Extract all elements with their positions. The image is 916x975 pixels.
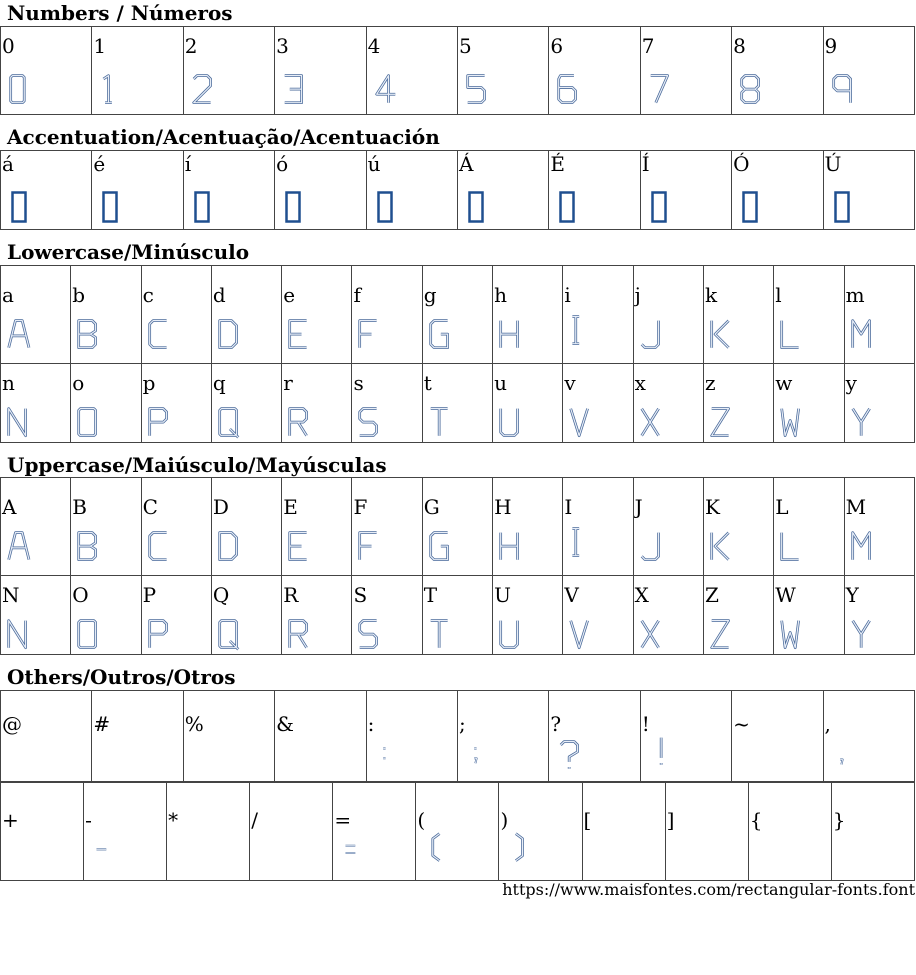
glyph-cell — [422, 266, 492, 364]
glyph-preview-icon — [649, 73, 671, 107]
glyph-cell — [493, 478, 563, 576]
glyph-preview-icon — [710, 530, 732, 564]
glyph-cell — [211, 266, 281, 364]
glyph-label: S — [353, 583, 368, 607]
glyph-preview-icon — [77, 618, 99, 652]
glyph-label: ~ — [733, 712, 750, 736]
glyph-cell — [141, 364, 211, 443]
glyph-cell — [774, 266, 844, 364]
glyph-cell — [633, 478, 703, 576]
glyph-label: T — [423, 583, 438, 607]
uppercase-grid — [0, 477, 915, 655]
glyph-cell — [275, 151, 366, 230]
glyph-preview-icon — [288, 406, 310, 440]
glyph-preview-icon — [468, 739, 484, 769]
glyph-preview-icon — [9, 73, 31, 107]
glyph-cell — [703, 576, 773, 655]
glyph-cell — [183, 151, 274, 230]
glyph-cell — [167, 783, 250, 881]
glyph-preview-icon — [288, 530, 310, 564]
glyph-label: } — [832, 808, 846, 832]
glyph-label: Q — [212, 583, 230, 607]
glyph-preview-icon — [499, 618, 521, 652]
glyph-label: 6 — [550, 34, 564, 58]
section-title-numbers: Numbers / Números — [7, 1, 233, 25]
glyph-cell — [71, 364, 141, 443]
glyph-label: Á — [458, 152, 474, 176]
glyph-preview-icon — [640, 318, 662, 352]
glyph-cell — [563, 364, 633, 443]
glyph-label: / — [251, 808, 258, 832]
glyph-label: 2 — [184, 34, 198, 58]
glyph-cell — [774, 478, 844, 576]
glyph-preview-icon — [429, 618, 451, 652]
glyph-cell — [563, 478, 633, 576]
glyph-preview-icon — [429, 318, 451, 352]
accents-grid — [0, 150, 915, 230]
glyph-preview-icon — [740, 73, 762, 107]
glyph-cell — [333, 783, 416, 881]
glyph-cell — [275, 27, 366, 115]
glyph-label: t — [423, 371, 432, 395]
glyph-cell — [183, 27, 274, 115]
glyph-cell — [141, 266, 211, 364]
glyph-cell — [703, 364, 773, 443]
glyph-preview-icon — [834, 191, 850, 223]
glyph-preview-icon — [148, 318, 170, 352]
glyph-label: V — [564, 583, 579, 607]
glyph-label: U — [494, 583, 511, 607]
glyph-cell — [92, 27, 183, 115]
glyph-preview-icon — [851, 530, 873, 564]
section-title-others: Others/Outros/Otros — [7, 665, 236, 689]
glyph-label: k — [704, 283, 718, 307]
glyph-label: F — [353, 495, 368, 519]
glyph-cell — [211, 364, 281, 443]
glyph-preview-icon — [377, 739, 393, 769]
glyph-cell — [92, 151, 183, 230]
glyph-preview-icon — [509, 825, 531, 871]
glyph-label: ? — [550, 712, 562, 736]
glyph-label: R — [283, 583, 299, 607]
glyph-cell — [1, 576, 71, 655]
glyph-preview-icon — [499, 406, 521, 440]
glyph-label: j — [634, 283, 641, 307]
glyph-cell — [823, 691, 914, 782]
glyph-preview-icon — [468, 191, 484, 223]
glyph-cell — [732, 691, 823, 782]
glyph-preview-icon — [102, 191, 118, 223]
glyph-label: H — [494, 495, 512, 519]
glyph-preview-icon — [426, 825, 448, 871]
glyph-label: % — [184, 712, 204, 736]
glyph-label: b — [72, 283, 86, 307]
glyph-preview-icon — [499, 530, 521, 564]
glyph-preview-icon — [358, 318, 380, 352]
glyph-cell — [366, 691, 457, 782]
numbers-grid — [0, 26, 915, 115]
glyph-cell — [844, 576, 914, 655]
glyph-cell — [844, 364, 914, 443]
glyph-cell — [352, 266, 422, 364]
glyph-cell — [92, 691, 183, 782]
glyph-label: É — [550, 152, 565, 176]
glyph-cell — [183, 691, 274, 782]
glyph-preview-icon — [148, 406, 170, 440]
glyph-preview-icon — [569, 308, 591, 354]
glyph-preview-icon — [11, 191, 27, 223]
glyph-preview-icon — [7, 618, 29, 652]
glyph-label: 8 — [733, 34, 746, 58]
glyph-cell — [549, 151, 640, 230]
glyph-label: d — [212, 283, 226, 307]
glyph-preview-icon — [559, 191, 575, 223]
glyph-cell — [823, 27, 914, 115]
glyph-preview-icon — [832, 73, 854, 107]
glyph-preview-icon — [742, 191, 758, 223]
glyph-cell — [352, 478, 422, 576]
glyph-cell — [282, 364, 352, 443]
glyph-cell — [732, 151, 823, 230]
glyph-cell — [457, 691, 548, 782]
glyph-label: o — [72, 371, 85, 395]
glyph-preview-icon — [77, 318, 99, 352]
glyph-cell — [665, 783, 748, 881]
glyph-label: E — [283, 495, 298, 519]
glyph-label: # — [93, 712, 111, 736]
glyph-label: { — [749, 808, 763, 832]
glyph-preview-icon — [285, 191, 301, 223]
glyph-preview-icon — [780, 406, 802, 440]
glyph-cell — [1, 783, 84, 881]
glyph-cell — [352, 576, 422, 655]
glyph-label: @ — [2, 712, 22, 736]
glyph-label: N — [2, 583, 20, 607]
glyph-cell — [422, 576, 492, 655]
glyph-label: ú — [367, 152, 381, 176]
glyph-label: , — [824, 712, 831, 736]
glyph-cell — [703, 266, 773, 364]
glyph-cell — [493, 576, 563, 655]
glyph-cell — [141, 576, 211, 655]
glyph-label: [ — [583, 808, 592, 832]
glyph-preview-icon — [851, 406, 873, 440]
glyph-label: u — [494, 371, 507, 395]
glyph-label: l — [775, 283, 782, 307]
glyph-label: = — [334, 808, 352, 832]
glyph-cell — [732, 27, 823, 115]
glyph-cell — [1, 151, 92, 230]
glyph-label: Í — [641, 152, 650, 176]
glyph-cell — [282, 266, 352, 364]
glyph-cell — [141, 478, 211, 576]
glyph-preview-icon — [466, 73, 488, 107]
glyph-label: : — [367, 712, 375, 736]
glyph-label: ) — [500, 808, 509, 832]
glyph-cell — [633, 364, 703, 443]
glyph-preview-icon — [640, 530, 662, 564]
glyph-preview-icon — [710, 406, 732, 440]
glyph-preview-icon — [429, 530, 451, 564]
glyph-label: Y — [845, 583, 859, 607]
glyph-cell — [416, 783, 499, 881]
glyph-preview-icon — [651, 191, 667, 223]
glyph-label: á — [2, 152, 14, 176]
glyph-label: m — [845, 283, 865, 307]
glyph-label: x — [634, 371, 646, 395]
glyph-cell — [1, 266, 71, 364]
glyph-preview-icon — [780, 530, 802, 564]
glyph-label: I — [564, 495, 573, 519]
glyph-label: g — [423, 283, 437, 307]
glyph-cell — [211, 478, 281, 576]
glyph-label: X — [634, 583, 649, 607]
glyph-preview-icon — [377, 191, 393, 223]
glyph-cell — [366, 151, 457, 230]
glyph-preview-icon — [569, 520, 591, 566]
glyph-label: Ó — [733, 152, 750, 176]
glyph-label: c — [142, 283, 154, 307]
glyph-cell — [457, 151, 548, 230]
glyph-cell — [422, 478, 492, 576]
glyph-label: e — [283, 283, 296, 307]
glyph-preview-icon — [429, 406, 451, 440]
glyph-preview-icon — [710, 318, 732, 352]
glyph-cell — [71, 576, 141, 655]
section-title-lowercase: Lowercase/Minúsculo — [7, 240, 250, 264]
glyph-cell — [563, 576, 633, 655]
glyph-label: q — [212, 371, 226, 395]
glyph-preview-icon — [218, 406, 240, 440]
glyph-label: M — [845, 495, 867, 519]
glyph-preview-icon — [834, 739, 850, 769]
glyph-label: 0 — [2, 34, 15, 58]
glyph-label: í — [184, 152, 192, 176]
glyph-cell — [774, 576, 844, 655]
glyph-label: s — [353, 371, 364, 395]
glyph-cell — [250, 783, 333, 881]
glyph-label: A — [2, 495, 17, 519]
others-grid-row2 — [0, 782, 915, 881]
glyph-cell — [282, 576, 352, 655]
glyph-label: ( — [417, 808, 426, 832]
glyph-label: O — [72, 583, 89, 607]
glyph-cell — [774, 364, 844, 443]
glyph-label: 3 — [276, 34, 289, 58]
glyph-cell — [582, 783, 665, 881]
glyph-preview-icon — [7, 406, 29, 440]
glyph-cell — [493, 364, 563, 443]
glyph-preview-icon — [499, 318, 521, 352]
glyph-cell — [748, 783, 831, 881]
glyph-preview-icon — [559, 739, 581, 773]
glyph-preview-icon — [375, 73, 397, 107]
glyph-preview-icon — [283, 73, 305, 107]
glyph-preview-icon — [218, 530, 240, 564]
glyph-preview-icon — [343, 835, 359, 865]
glyph-preview-icon — [557, 73, 579, 107]
section-title-uppercase: Uppercase/Maiúsculo/Mayúsculas — [7, 453, 387, 477]
glyph-preview-icon — [192, 73, 214, 107]
glyph-cell — [84, 783, 167, 881]
glyph-preview-icon — [194, 191, 210, 223]
glyph-preview-icon — [77, 530, 99, 564]
glyph-cell — [352, 364, 422, 443]
glyph-preview-icon — [288, 318, 310, 352]
glyph-cell — [640, 27, 731, 115]
glyph-label: v — [564, 371, 576, 395]
source-url[interactable]: https://www.maisfontes.com/rectangular-fonts.font — [502, 880, 915, 899]
glyph-preview-icon — [358, 618, 380, 652]
glyph-cell — [1, 691, 92, 782]
glyph-cell — [282, 478, 352, 576]
glyph-label: ! — [641, 712, 650, 736]
glyph-cell — [1, 27, 92, 115]
glyph-label: + — [2, 808, 19, 832]
glyph-label: J — [634, 495, 643, 519]
glyph-label: Z — [704, 583, 719, 607]
glyph-preview-icon — [100, 73, 122, 107]
glyph-preview-icon — [218, 618, 240, 652]
glyph-label: G — [423, 495, 440, 519]
glyph-preview-icon — [569, 618, 591, 652]
glyph-label: r — [283, 371, 293, 395]
section-title-accents: Accentuation/Acentuação/Acentuación — [7, 125, 440, 149]
glyph-preview-icon — [94, 835, 110, 865]
glyph-cell — [549, 27, 640, 115]
glyph-label: Ú — [824, 152, 842, 176]
others-grid-row1 — [0, 690, 915, 782]
glyph-cell — [1, 364, 71, 443]
glyph-cell — [71, 266, 141, 364]
glyph-label: a — [2, 283, 14, 307]
glyph-label: W — [775, 583, 796, 607]
glyph-label: D — [212, 495, 229, 519]
glyph-cell — [831, 783, 914, 881]
glyph-preview-icon — [218, 318, 240, 352]
glyph-cell — [844, 266, 914, 364]
glyph-cell — [703, 478, 773, 576]
glyph-preview-icon — [851, 318, 873, 352]
glyph-label: K — [704, 495, 720, 519]
glyph-label: * — [168, 808, 179, 832]
glyph-preview-icon — [640, 618, 662, 652]
glyph-cell — [366, 27, 457, 115]
glyph-cell — [457, 27, 548, 115]
glyph-label: p — [142, 371, 156, 395]
glyph-cell — [493, 266, 563, 364]
glyph-label: 5 — [458, 34, 472, 58]
glyph-preview-icon — [7, 530, 29, 564]
glyph-label: y — [845, 371, 857, 395]
glyph-label: 1 — [93, 34, 107, 58]
glyph-preview-icon — [780, 618, 802, 652]
glyph-preview-icon — [780, 318, 802, 352]
glyph-label: L — [775, 495, 789, 519]
glyph-preview-icon — [358, 530, 380, 564]
glyph-label: h — [494, 283, 507, 307]
glyph-preview-icon — [651, 729, 673, 775]
glyph-label: z — [704, 371, 716, 395]
glyph-label: i — [564, 283, 571, 307]
glyph-cell — [640, 151, 731, 230]
glyph-label: f — [353, 283, 361, 307]
glyph-label: w — [775, 371, 793, 395]
glyph-label: C — [142, 495, 158, 519]
glyph-preview-icon — [77, 406, 99, 440]
glyph-label: 4 — [367, 34, 381, 58]
glyph-cell — [1, 478, 71, 576]
glyph-label: 9 — [824, 34, 838, 58]
glyph-cell — [563, 266, 633, 364]
glyph-label: n — [2, 371, 15, 395]
glyph-cell — [549, 691, 640, 782]
glyph-preview-icon — [288, 618, 310, 652]
glyph-cell — [633, 576, 703, 655]
glyph-preview-icon — [148, 530, 170, 564]
glyph-preview-icon — [7, 318, 29, 352]
glyph-label: é — [93, 152, 106, 176]
glyph-cell — [422, 364, 492, 443]
glyph-preview-icon — [569, 406, 591, 440]
glyph-cell — [71, 478, 141, 576]
glyph-label: ] — [666, 808, 675, 832]
glyph-label: ; — [458, 712, 466, 736]
glyph-preview-icon — [710, 618, 732, 652]
lowercase-grid — [0, 265, 915, 443]
glyph-preview-icon — [148, 618, 170, 652]
glyph-label: B — [72, 495, 87, 519]
glyph-preview-icon — [640, 406, 662, 440]
glyph-cell — [844, 478, 914, 576]
glyph-cell — [275, 691, 366, 782]
glyph-cell — [640, 691, 731, 782]
glyph-label: 7 — [641, 34, 655, 58]
glyph-label: - — [85, 808, 92, 832]
glyph-label: P — [142, 583, 157, 607]
glyph-cell — [823, 151, 914, 230]
glyph-cell — [499, 783, 582, 881]
glyph-preview-icon — [851, 618, 873, 652]
glyph-preview-icon — [358, 406, 380, 440]
glyph-cell — [633, 266, 703, 364]
glyph-label: & — [276, 712, 294, 736]
glyph-cell — [211, 576, 281, 655]
glyph-label: ó — [276, 152, 289, 176]
